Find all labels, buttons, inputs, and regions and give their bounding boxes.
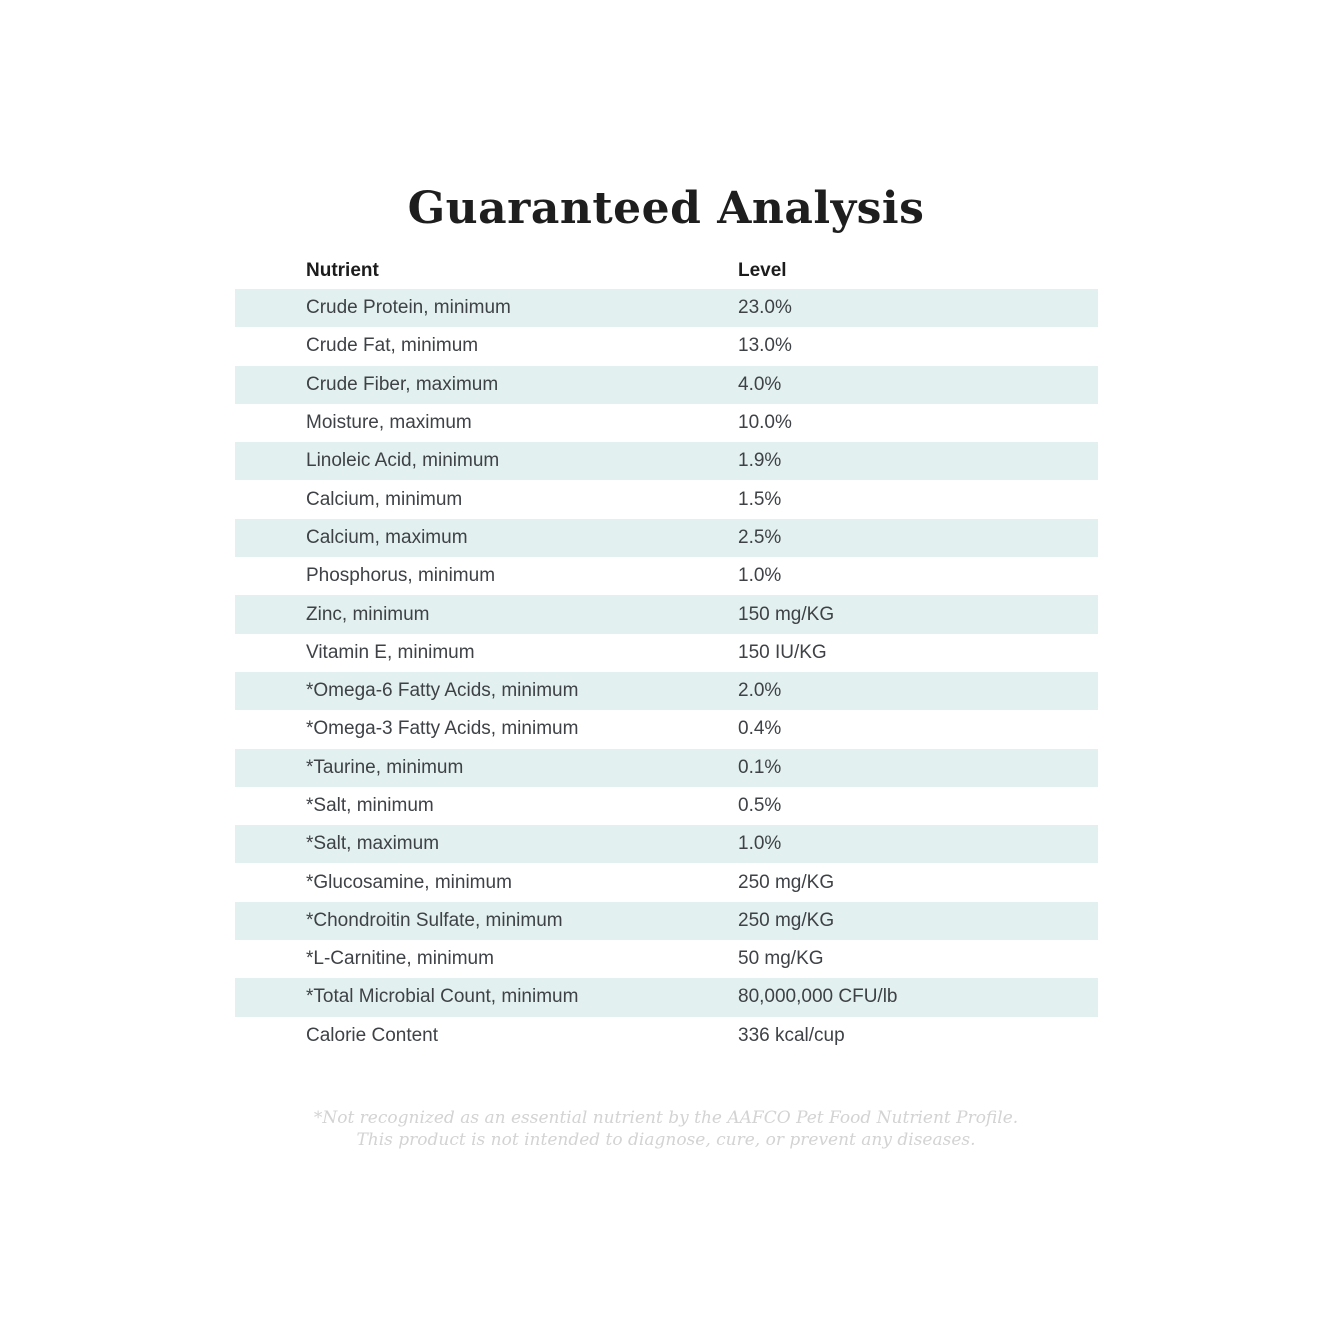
table-row [235, 787, 1098, 825]
nutrient-cell: Calorie Content [306, 1024, 439, 1046]
level-cell: 1.9% [738, 450, 782, 472]
table-row [235, 480, 1098, 518]
level-cell: 23.0% [738, 297, 792, 319]
table-row [235, 1017, 1098, 1055]
table-row [235, 595, 1098, 633]
disclaimer [0, 1107, 1332, 1151]
nutrient-cell: *Total Microbial Count, minimum [306, 986, 579, 1008]
table-row [235, 289, 1098, 327]
nutrient-cell: *Salt, maximum [306, 833, 440, 855]
table-row [235, 557, 1098, 595]
level-cell: 1.5% [738, 488, 782, 510]
table-row [235, 978, 1098, 1016]
column-header-nutrient: Nutrient [306, 259, 379, 281]
level-cell: 0.5% [738, 795, 782, 816]
nutrient-cell: Calcium, minimum [306, 488, 463, 510]
column-header-level: Level [738, 259, 787, 281]
level-cell: 1.0% [738, 833, 782, 855]
level-cell: 2.0% [738, 680, 782, 702]
level-cell: 250 mg/KG [738, 909, 835, 931]
table-row [235, 366, 1098, 404]
table-row [235, 825, 1098, 863]
level-cell: 336 kcal/cup [738, 1024, 845, 1046]
disclaimer-line-1: *Not recognized as an essential nutrient by the AAFCO Pet Food Nutrient Profile. [313, 1108, 1019, 1128]
table-row [235, 749, 1098, 787]
level-cell: 250 mg/KG [738, 871, 835, 893]
level-cell: 1.0% [738, 565, 782, 587]
level-cell: 0.1% [738, 756, 782, 778]
level-cell: 50 mg/KG [738, 948, 824, 970]
table-row [235, 519, 1098, 557]
nutrient-cell: *Glucosamine, minimum [306, 871, 512, 893]
level-cell: 13.0% [738, 335, 792, 357]
nutrient-cell: *Taurine, minimum [306, 756, 464, 778]
page-title: Guaranteed Analysis [407, 183, 925, 234]
level-cell: 4.0% [738, 373, 782, 395]
level-cell: 80,000,000 CFU/lb [738, 986, 898, 1008]
table-row [235, 863, 1098, 901]
nutrient-cell: *Salt, minimum [306, 795, 434, 816]
nutrient-cell: *Omega-6 Fatty Acids, minimum [306, 680, 579, 702]
level-cell: 10.0% [738, 412, 792, 434]
table-row [235, 442, 1098, 480]
nutrient-cell: Calcium, maximum [306, 526, 468, 548]
table-row [235, 710, 1098, 748]
table-row [235, 327, 1098, 365]
nutrient-cell: *L-Carnitine, minimum [306, 948, 494, 970]
nutrient-cell: *Chondroitin Sulfate, minimum [306, 909, 563, 931]
level-cell: 150 mg/KG [738, 603, 835, 625]
nutrient-cell: Linoleic Acid, minimum [306, 450, 500, 472]
nutrient-cell: *Omega-3 Fatty Acids, minimum [306, 718, 579, 740]
table-row [235, 940, 1098, 978]
nutrient-table [235, 252, 1098, 1055]
nutrient-cell: Crude Fiber, maximum [306, 373, 499, 395]
table-header-row [235, 252, 1098, 289]
nutrient-cell: Moisture, maximum [306, 412, 472, 434]
disclaimer-line-2: This product is not intended to diagnose, cure, or prevent any diseases. [356, 1130, 976, 1150]
level-cell: 2.5% [738, 526, 782, 548]
nutrient-cell: Vitamin E, minimum [306, 641, 475, 663]
nutrient-cell: Zinc, minimum [306, 603, 430, 625]
table-row [235, 902, 1098, 940]
table-row [235, 404, 1098, 442]
table-body [235, 289, 1098, 1055]
nutrient-cell: Phosphorus, minimum [306, 565, 496, 587]
level-cell: 150 IU/KG [738, 641, 827, 663]
level-cell: 0.4% [738, 718, 782, 740]
nutrient-cell: Crude Fat, minimum [306, 335, 479, 357]
nutrient-cell: Crude Protein, minimum [306, 297, 511, 319]
table-row [235, 634, 1098, 672]
table-row [235, 672, 1098, 710]
